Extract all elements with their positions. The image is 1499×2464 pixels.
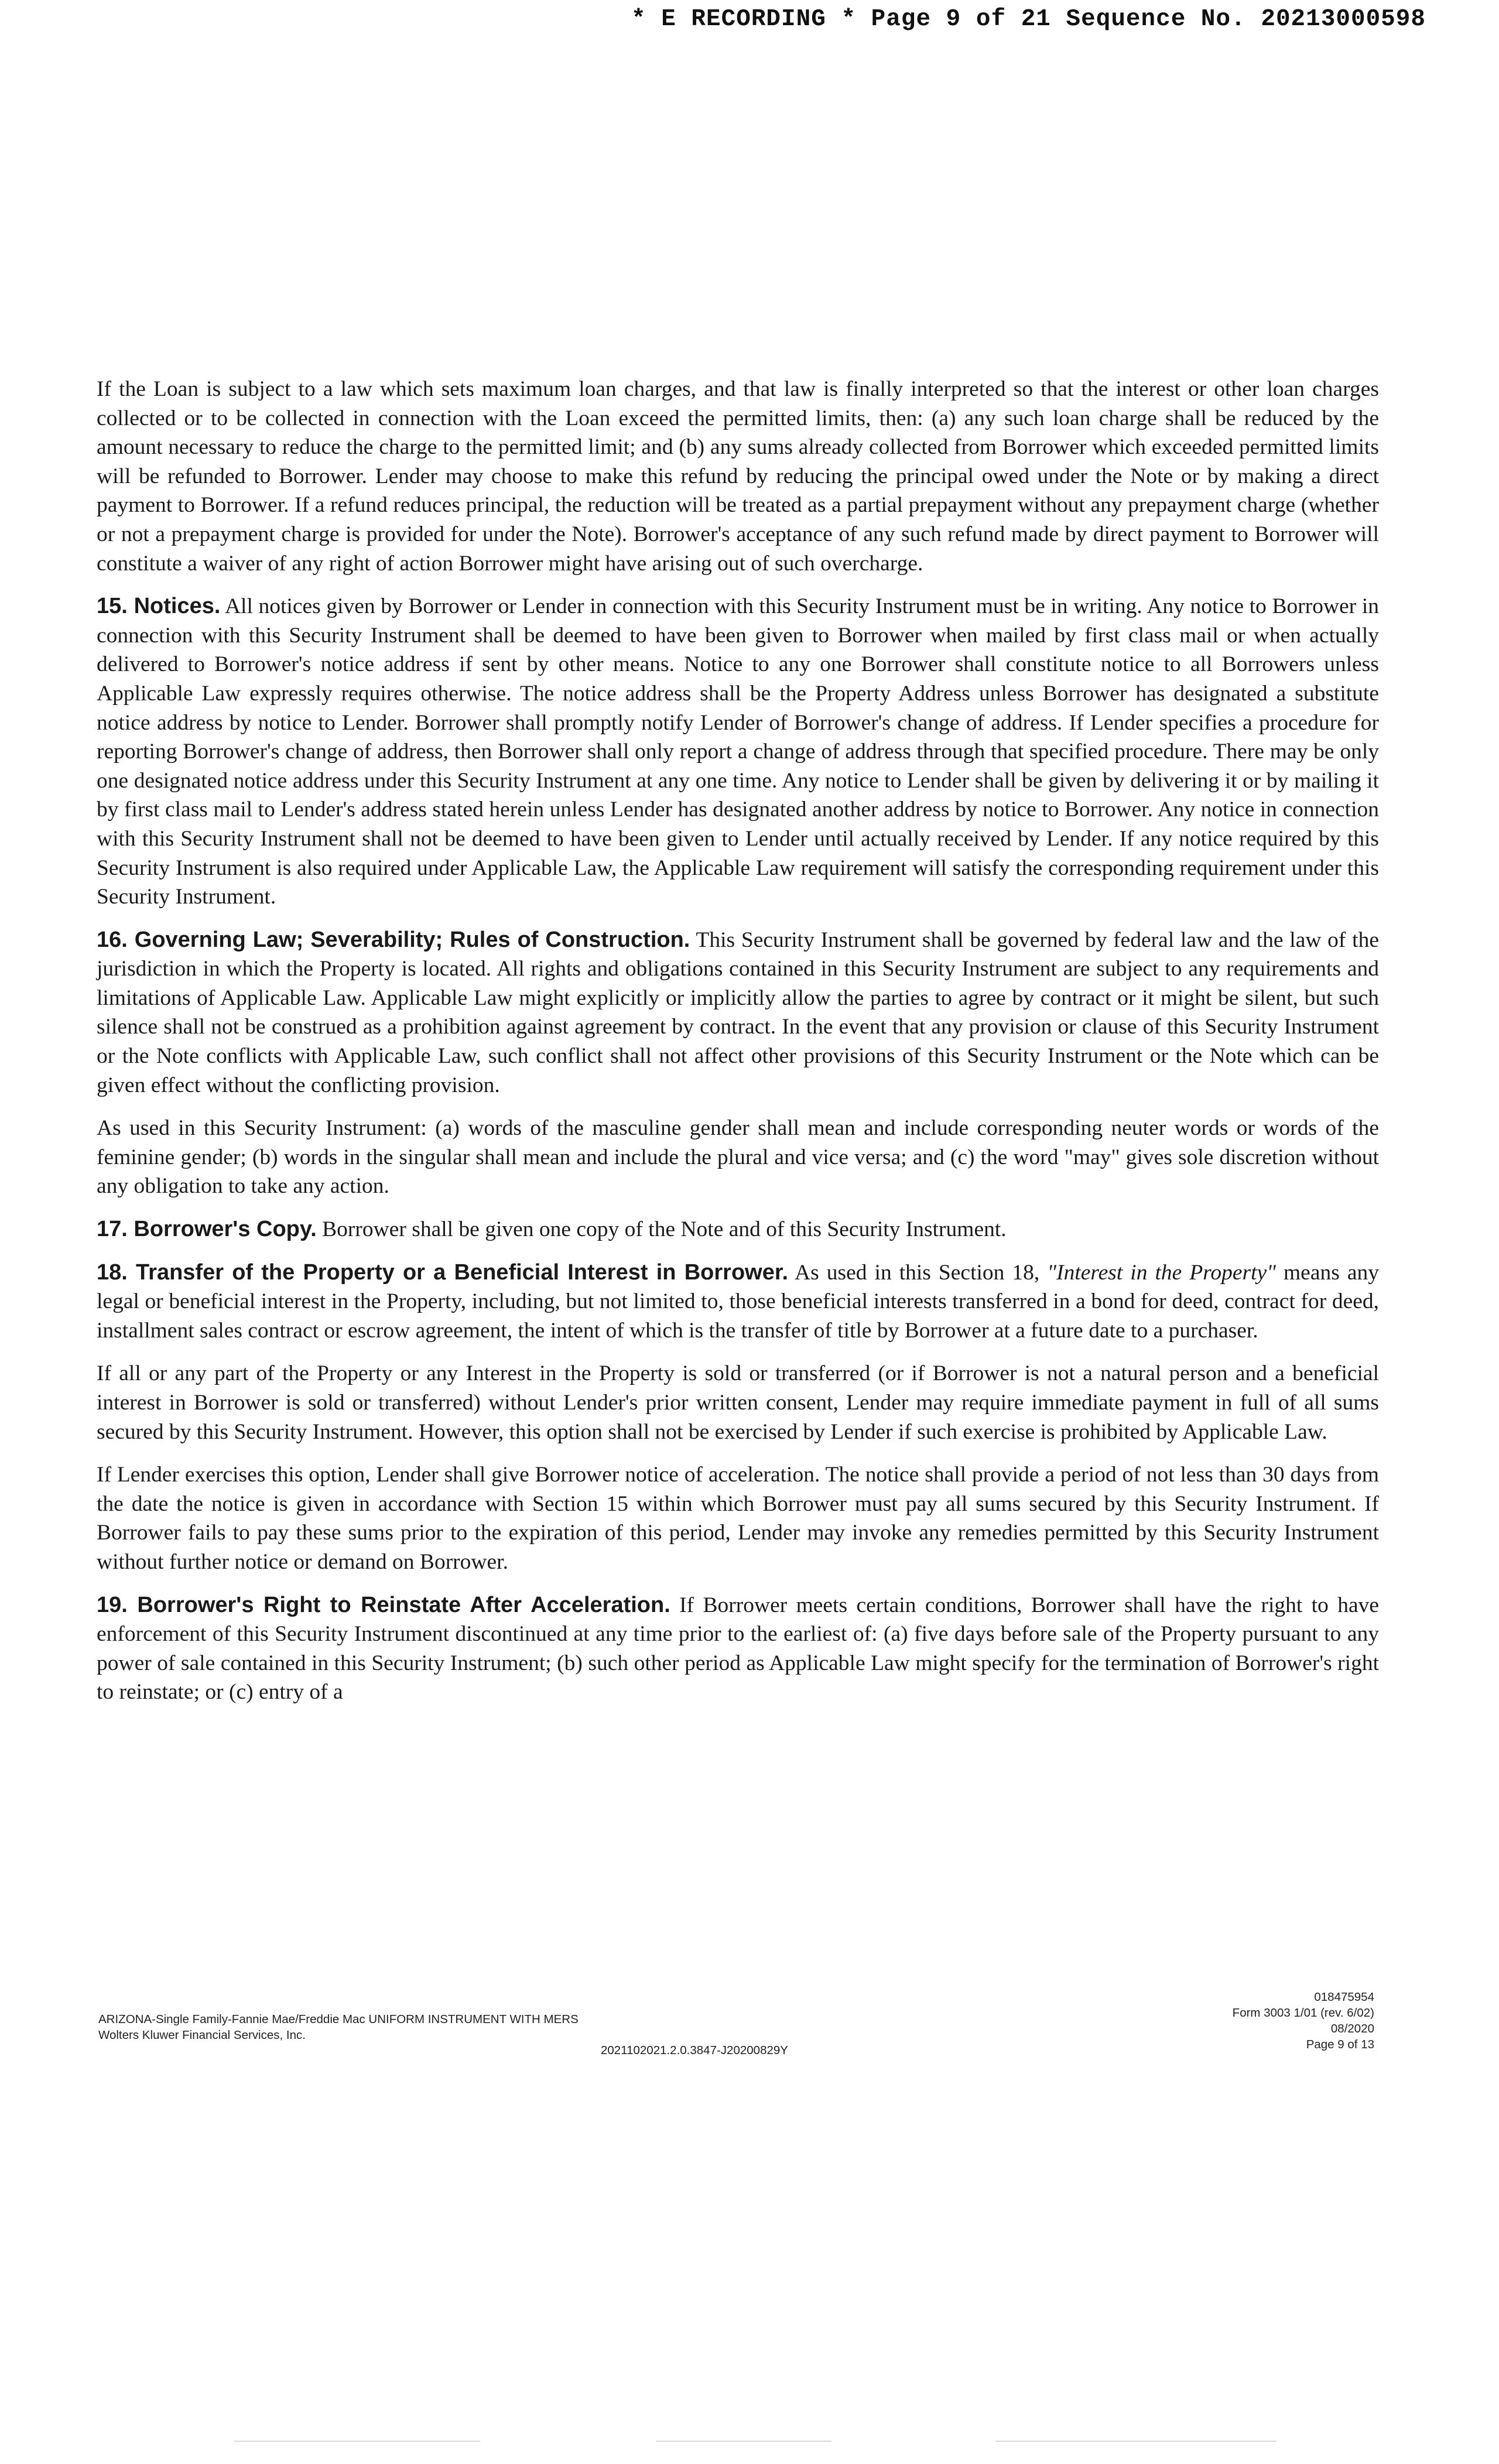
footer-form-info [98, 2011, 579, 2043]
section-16-definitions: As used in this Security Instrument: (a) words of the masculine gender shall mean and include corresponding neuter words or words of the feminine gender; (b) words in the singular shall mean and include the plural and vice versa; and (c) the word "may" gives sole discretion without any obligation to take any action. [97, 1116, 1379, 1199]
section-18-text-a: As used in this Section 18, [788, 1260, 1048, 1285]
recording-stamp: * E RECORDING * Page 9 of 21 Sequence No. 20213000598 [631, 6, 1426, 33]
footer-page-label: Page 9 of 13 [1306, 2038, 1374, 2051]
scan-artifact [995, 2441, 1276, 2442]
section-16-text: This Security Instrument shall be governed by federal law and the law of the jurisdiction in which the Property is located. All rights and obligations contained in this Security Instrument are subject to any requirements and limitations of Applicable Law. Applicable Law might explicitly or implicitly allow the parties to agree by contract or it might be silent, but such silence shall not be construed as a prohibition against agreement by contract. In the event that any provision or clause of this Security Instrument or the Note conflicts with Applicable Law, such conflict shall not affect other provisions of this Security Instrument or the Note which can be given effect without the conflicting provision. [97, 928, 1379, 1097]
section-17-text: Borrower shall be given one copy of the Note and of this Security Instrument. [316, 1217, 1007, 1242]
footer-form-title: ARIZONA-Single Family-Fannie Mae/Freddie Mac UNIFORM INSTRUMENT WITH MERS [98, 2013, 579, 2026]
scan-artifact [656, 2441, 831, 2442]
document-body [97, 375, 1379, 1721]
section-15-text: All notices given by Borrower or Lender in connection with this Security Instrument must be in writing. Any notice to Borrower in connection with this Security Instrument shall be deemed to have been given to Borrower when mailed by first class mail or when actually delivered to Borrower's notice address if sent by other means. Notice to any one Borrower shall constitute notice to all Borrowers unless Applicable Law expressly requires otherwise. The notice address shall be the Property Address unless Borrower has designated a substitute notice address by notice to Lender. Borrower shall promptly notify Lender of Borrower's change of address. If Lender specifies a procedure for reporting Borrower's change of address, then Borrower shall only report a change of address through that specified procedure. There may be only one designated notice address under this Security Instrument at any one time. Any notice to Lender shall be given by delivering it or by mailing it by first class mail to Lender's address stated herein unless Lender has designated another address by notice to Borrower. Any notice in connection with this Security Instrument shall not be deemed to have been given to Lender until actually received by Lender. If any notice required by this Security Instrument is also required under Applicable Law, the Applicable Law requirement will satisfy the corresponding requirement under this Security Instrument. [97, 594, 1379, 909]
section-15-heading: 15. Notices. [97, 594, 221, 619]
section-16-heading: 16. Governing Law; Severability; Rules of Construction. [97, 927, 690, 952]
scan-artifact [234, 2441, 480, 2442]
footer-publisher: Wolters Kluwer Financial Services, Inc. [98, 2028, 306, 2042]
section-18-sale-consent: If all or any part of the Property or any Interest in the Property is sold or transferred (or if Borrower is not a natural person and a beneficial interest in Borrower is sold or transferred) without Lender's prior written consent, Lender may require immediate payment in full of all sums secured by this Security Instrument. However, this option shall not be exercised by Lender if such exercise is prohibited by Applicable Law. [97, 1361, 1379, 1444]
section-18-acceleration-notice: If Lender exercises this option, Lender shall give Borrower notice of acceleration. The notice shall provide a period of not less than 30 days from the date the notice is given in accordance with Section 15 within which Borrower must pay all sums secured by this Security Instrument. If Borrower fails to pay these sums prior to the expiration of this period, Lender may invoke any remedies permitted by this Security Instrument without further notice or demand on Borrower. [97, 1463, 1379, 1574]
section-15-notices [97, 592, 1379, 912]
section-17-heading: 17. Borrower's Copy. [97, 1217, 317, 1242]
section-19-text: If Borrower meets certain conditions, Borrower shall have the right to have enforcement of this Security Instrument discontinued at any time prior to the earliest of: (a) five days before sale of the Property pursuant to any power of sale contained in this Security Instrument; (b) such other period as Applicable Law might specify for the termination of Borrower's right to reinstate; or (c) entry of a [97, 1593, 1379, 1705]
footer-form-number: Form 3003 1/01 (rev. 6/02) [1232, 2006, 1374, 2020]
section-16-governing-law [97, 926, 1379, 1100]
footer-revision-date: 08/2020 [1330, 2022, 1374, 2035]
footer-loan-number: 018475954 [1314, 1990, 1374, 2004]
section-18-transfer [97, 1258, 1379, 1346]
section-19-reinstate [97, 1591, 1379, 1707]
footer-doc-code: 2021102021.2.0.3847-J20200829Y [601, 2044, 788, 2057]
section-18-text-b: means any legal or beneficial interest in the Property, including, but not limited to, those beneficial interests transferred in a bond for deed, contract for deed, installment sales contract or escrow agreement, the intent of which is the transfer of title by Borrower at a future date to a purchaser. [97, 1260, 1379, 1343]
section-18-heading: 18. Transfer of the Property or a Beneficial Interest in Borrower. [97, 1260, 789, 1285]
section-19-heading: 19. Borrower's Right to Reinstate After Acceleration. [97, 1592, 670, 1617]
footer-form-meta [1233, 1989, 1374, 2052]
section-17-borrowers-copy [97, 1215, 1379, 1244]
paragraph-loan-charges: If the Loan is subject to a law which sets maximum loan charges, and that law is finally interpreted so that the interest or other loan charges collected or to be collected in connection with the Loan exceed the permitted limits, then: (a) any such loan charge shall be reduced by the amount necessary to reduce the charge to the permitted limit; and (b) any sums already collected from Borrower which exceeded permitted limits will be refunded to Borrower. Lender may choose to make this refund by reducing the principal owed under the Note or by making a direct payment to Borrower. If a refund reduces principal, the reduction will be treated as a partial prepayment without any prepayment charge (whether or not a prepayment charge is provided for under the Note). Borrower's acceptance of any such refund made by direct payment to Borrower will constitute a waiver of any right of action Borrower might have arising out of such overcharge. [97, 377, 1379, 576]
section-18-defined-term: "Interest in the Property" [1047, 1260, 1276, 1285]
